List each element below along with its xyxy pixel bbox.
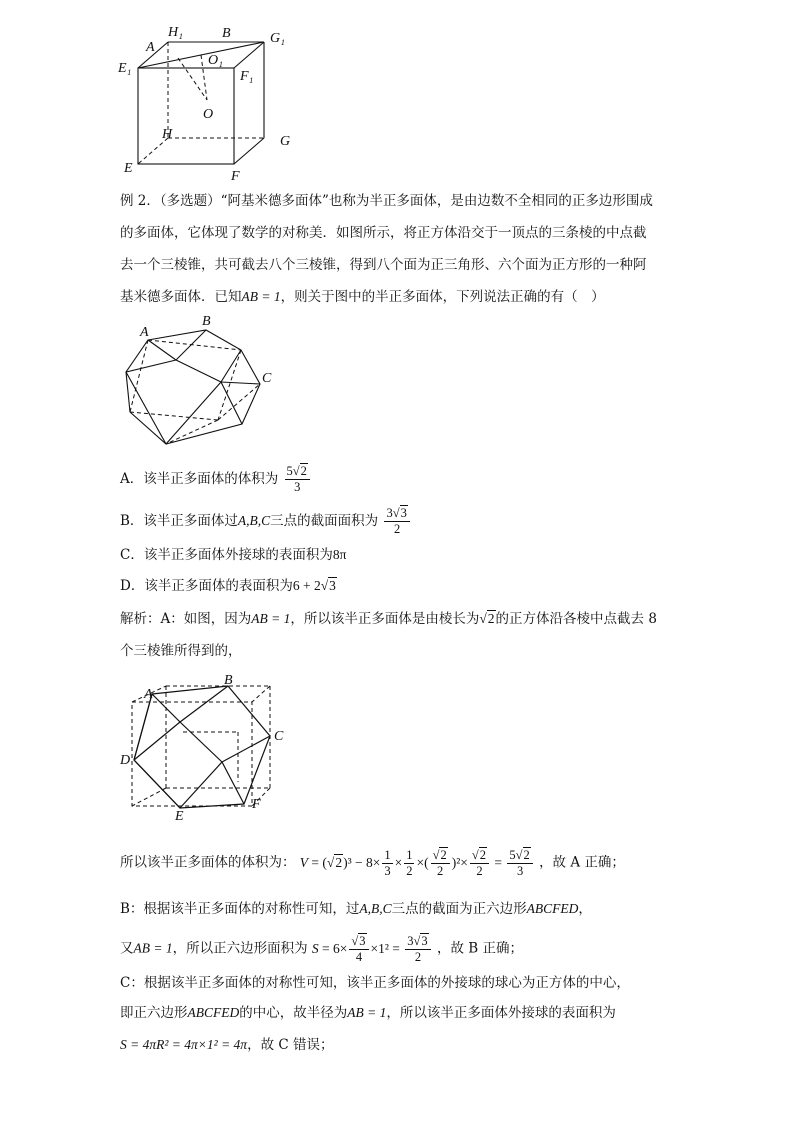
label-g1: G₁: [270, 31, 285, 46]
example-line-3: 去一个三棱锥，共可截去八个三棱锥，得到八个面为正三角形、六个面为正方形的一种阿: [120, 257, 647, 273]
volume-formula: V = (√2)³ − 8× $\frac{1}{3}$ × $\frac{1}{2}$ ×( $\frac{√2}{2}$ )²× $\frac{√2}{2}$ = $\frac{5√2}{3}$: [300, 855, 535, 870]
label-f: F: [252, 797, 261, 812]
label-e: E: [124, 161, 133, 176]
solution-line-8: S = 4πR² = 4π×1² = 4π，故 C 错误；: [120, 1037, 334, 1053]
label-b: B: [224, 673, 233, 688]
label-o: O: [203, 107, 214, 122]
label-c: C: [274, 729, 284, 744]
cuboctahedron-in-cube-figure: [118, 672, 293, 822]
cuboctahedron-figure: [118, 312, 288, 452]
label-d: D: [120, 753, 131, 768]
label-f1: F₁: [240, 69, 254, 84]
label-f: F: [231, 169, 240, 180]
hexagon-area-formula: S = 6× $\frac{√3}{4}$ ×1² = $\frac{3√3}{2}$: [312, 941, 433, 956]
example-line-2: 的多面体，它体现了数学的对称美．如图所示，将正方体沿交于一顶点的三条棱的中点截: [120, 225, 647, 241]
label-o1: O₁: [208, 53, 223, 68]
label-g: G: [280, 134, 291, 149]
label-a: A: [144, 687, 153, 702]
solution-line-3: 所以该半正多面体的体积为： V = (√2)³ − 8× $\frac{1}{3}$ × $\frac{1}{2}$ ×( $\frac{√2}{2}$ )²× $\frac{√2}{2}$ = $\frac{5√2}{3}$ ，故 A 正确；: [120, 848, 625, 878]
solution-line-6: C：根据该半正多面体的对称性可知，该半正多面体的外接球的球心为正方体的中心，: [120, 975, 630, 991]
example-line-1: 例 2．（多选题）“阿基米德多面体”也称为半正多面体，是由边数不全相同的正多边形围成: [120, 193, 653, 209]
label-h: H: [162, 127, 173, 142]
label-b: B: [222, 26, 231, 41]
solution-line-2: 个三棱锥所得到的，: [120, 643, 242, 659]
solution-line-4: B：根据该半正多面体的对称性可知，过A,B,C三点的截面为正六边形ABCFED，: [120, 901, 592, 917]
cube-figure: [110, 20, 310, 180]
label-e: E: [175, 809, 184, 822]
label-a: A: [140, 325, 149, 340]
option-a: A．该半正多面体的体积为 $\frac{5√2}{3}$: [120, 464, 680, 495]
solution-line-5: 又AB = 1，所以正六边形面积为 S = 6× $\frac{√3}{4}$ ×1² = $\frac{3√3}{2}$ ，故 B 正确；: [120, 934, 523, 964]
option-c: C．该半正多面体外接球的表面积为8π: [120, 547, 347, 563]
label-a: A: [146, 40, 155, 55]
label-e1: E₁: [118, 61, 132, 76]
label-c: C: [262, 371, 272, 386]
option-b: B．该半正多面体过A,B,C三点的截面面积为 $\frac{3√3}{2}$: [120, 506, 680, 537]
solution-line-1: 解析：A：如图，因为AB = 1，所以该半正多面体是由棱长为√2的正方体沿各棱中点截去 8: [120, 611, 657, 627]
label-h1: H₁: [168, 25, 183, 40]
option-d: D．该半正多面体的表面积为6 + 2√3: [120, 578, 336, 594]
example-line-4: 基米德多面体．已知AB = 1，则关于图中的半正多面体，下列说法正确的有（ ）: [120, 289, 605, 305]
label-b: B: [202, 314, 211, 329]
solution-line-7: 即正六边形ABCFED的中心，故半径为AB = 1，所以该半正多面体外接球的表面积为: [120, 1005, 616, 1021]
